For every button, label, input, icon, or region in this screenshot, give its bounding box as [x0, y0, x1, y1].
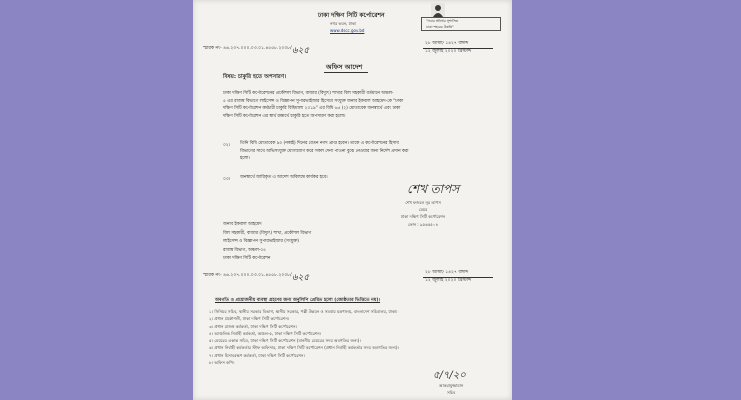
secretary-signature: ৫/৭/২০: [433, 370, 466, 381]
cc-item: ৪। আঞ্চলিক নির্বাহী কর্মকর্তা, অঞ্চল-৫, ঢাকা দক্ষিণ সিটি কর্পোরেশন।: [209, 330, 322, 336]
mayor-signature-block: [401, 199, 445, 228]
website-link[interactable]: www.dscc.gov.bd: [330, 28, 365, 33]
paragraph-line: দক্ষিণ সিটি কর্পোরেশন এর স্বার্থ রক্ষার্থে চাকুরি হতে অপসারণ করা হলো।: [223, 113, 346, 119]
copy-memo-date-en: ১২ জুলাই ২০২০ খ্রিস্টাব্দ: [425, 278, 472, 283]
secretary-title: সচিব: [447, 390, 456, 395]
paragraph-line: দক্ষিণ সিটি কর্পোরেশন কর্মচারী চাকুরি বিধিমালা ২০১৯" এর বিধি ৬৫ (২) মোতাবেক জনস্বার্থে এবং ঢাকা: [223, 106, 401, 112]
office-order-title: অফিস আদেশ: [326, 63, 363, 71]
cc-item: ৬। প্রধান নির্বাহী কর্মকর্তার স্টাফ অফিসার, ঢাকা দক্ষিণ সিটি কর্পোরেশন (প্রধান নির্বাহী কর্মকর্তার সদয় অবগতির জন্য)।: [209, 345, 399, 351]
copy-date-divider: [423, 277, 493, 278]
order-item-3: জনস্বার্থে জারিকৃত এ আদেশ অবিলম্বে কার্যকর হবে।: [240, 175, 328, 180]
mayor-signature: শেখ তাপস: [407, 182, 460, 196]
recipient-line: বিল সহকারী, বাজার (বিদ্যুৎ) শাখা, প্রকৌশল বিভাগ: [223, 230, 312, 236]
mayor-phone: ফোন : ৯৫৬৫৫০৪: [407, 221, 439, 227]
building-address: নগর ভবন, ঢাকা: [330, 21, 356, 26]
paragraph-line: তিনি বিধি মোতাবেক ৯০ (নব্বই) দিনের বেতন নগদ প্রাপ্ত হবেন। তাকে এ কর্পোরেশনের হিসাব: [240, 141, 399, 146]
copy-memo-ref-number: ৬২৫: [291, 273, 310, 283]
slogan-line-2: ঢাকা শহরের উন্নতি": [426, 25, 454, 29]
secretary-name: আকরামুজ্জামান: [439, 383, 464, 388]
slogan-line-1: "সবার স্বনির্ভর সুশাসিত: [426, 19, 459, 23]
item-2-number: ০২।: [223, 143, 231, 148]
copy-memo-reference: [203, 273, 310, 283]
recipient-line: লাইসেন্স ও বিজ্ঞাপন সুপারভাইজার (সংযুক্ত): [223, 239, 299, 245]
document-page: [193, 0, 512, 400]
slogan-box: [421, 17, 501, 31]
date-divider: [423, 48, 493, 49]
item-3-number: ০৩।: [223, 177, 231, 182]
cc-item: ১। সিনিয়র সচিব, স্থানীয় সরকার বিভাগ, স্থানীয় সরকার, পল্লী উন্নয়ন ও সমবায় মন্ত্রণালয়, বাংলাদেশ সচিবালয়, ঢাকা।: [209, 309, 398, 314]
memo-date-bn: ২৮ আষাঢ় ১৪২৭ বঙ্গাব্দ: [425, 41, 469, 46]
cc-heading: অবগতি ও প্রয়োজনীয় ব্যবস্থা গ্রহণের জন্য অনুলিপি প্রেরিত হলো (জ্যেষ্ঠতার ভিত্তিতে নয়)।: [215, 298, 381, 303]
recipient-line: ঢাকা দক্ষিণ সিটি কর্পোরেশন: [223, 256, 271, 262]
mayor-title: মেয়র: [418, 207, 428, 213]
memo-ref-label: স্মারক নং- ৪৬.২০৭.০০০.০৩.০১.৪৫৫৮.২০০৮/: [203, 46, 292, 51]
paragraph-line: ঢাকা দক্ষিণ সিটি কর্পোরেশনের প্রকৌশল বিভাগ, বাজার (বিদ্যুৎ) শাখার বিল সহকারী বর্তমানে অঞ্চল-: [223, 91, 394, 96]
copy-memo-ref-label: স্মারক নং- ৪৬.২০৭.০০০.০৩.০১.৪৫৫৮.২০০৮/: [203, 273, 292, 278]
subject-line: বিষয়: চাকুরি হতে অপসারণ।: [223, 74, 287, 80]
paragraph-line: বিভাগের সাথে অভিসংযুক্ত যোগাযোগ করে সকল দেনা পাওনা বুঝে নেওয়ার জন্য নির্দেশ প্রদান করা: [240, 148, 409, 154]
cc-item: ৭। প্রধান হিসাবরক্ষণ কর্মকর্তা, ঢাকা দক্ষিণ সিটি কর্পোরেশন।: [209, 352, 305, 358]
memo-reference: [203, 46, 310, 56]
order-item-2: [240, 140, 409, 163]
recipient-address: [223, 221, 311, 264]
order-paragraph-1: [223, 90, 403, 120]
mayor-org: ঢাকা দক্ষিণ সিটি কর্পোরেশন: [401, 214, 446, 220]
cc-list: [209, 308, 399, 366]
cc-item: ২। প্রধান প্রকৌশলী, ঢাকা দক্ষিণ সিটি কর্পোরেশন।: [209, 316, 290, 322]
mayor-name: শেখ ফজলে নূর তাপস: [405, 200, 441, 205]
title-underline: [324, 72, 368, 73]
cc-item: ৫। মেয়রের একান্ত সচিব, ঢাকা দক্ষিণ সিটি কর্পোরেশন (মাননীয় মেয়রের সদয় অবগতির জন্য)।: [209, 338, 361, 344]
recipient-line: জনাব ইকবাল আহমেদ: [223, 222, 262, 227]
memo-date-en: ১২ জুলাই ২০২০ খ্রিস্টাব্দ: [425, 49, 472, 54]
recipient-line: রাজস্ব বিভাগ, অঞ্চল-০৫: [223, 247, 266, 253]
paragraph-line: ৫ এর রাজস্ব বিভাগে লাইসেন্স ও বিজ্ঞাপন সুপারভাইজার হিসেবে সংযুক্ত জনাব ইকবাল আহমেদ-কে "ঢাকা: [223, 98, 404, 104]
org-name: ঢাকা দক্ষিণ সিটি কর্পোরেশন: [318, 12, 385, 19]
copy-memo-date-bn: ২৮ আষাঢ় ১৪২৭ বঙ্গাব্দ: [425, 270, 469, 275]
secretary-signature-block: [439, 382, 463, 396]
cc-item: ৩। প্রধান রাজস্ব কর্মকর্তা, ঢাকা দক্ষিণ সিটি কর্পোরেশন।: [209, 323, 298, 329]
paragraph-line: হলো।: [240, 156, 250, 162]
portrait-emblem-icon: [431, 3, 445, 17]
cc-item: ৮। অফিস কপি।: [209, 360, 235, 366]
memo-ref-number: ৬২৫: [291, 46, 310, 56]
